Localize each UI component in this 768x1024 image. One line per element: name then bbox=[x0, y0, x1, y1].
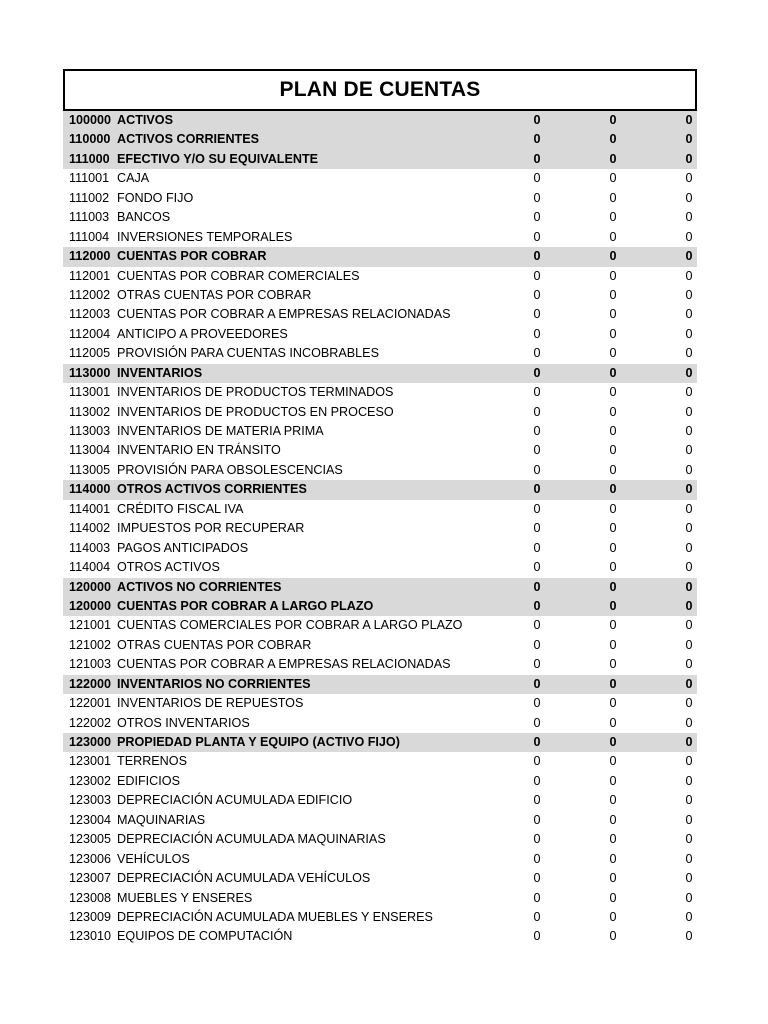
value-col-3: 0 bbox=[685, 909, 693, 924]
value-col-2: 0 bbox=[609, 793, 617, 808]
account-name: ANTICIPO A PROVEEDORES bbox=[117, 326, 288, 341]
account-row bbox=[63, 403, 697, 422]
account-code: 123002 bbox=[69, 773, 112, 788]
value-col-1: 0 bbox=[533, 346, 541, 361]
value-col-3: 0 bbox=[685, 832, 693, 847]
account-name: CUENTAS POR COBRAR bbox=[117, 249, 267, 264]
value-col-1: 0 bbox=[533, 657, 541, 672]
value-col-2: 0 bbox=[609, 598, 617, 613]
account-name: INVENTARIOS DE PRODUCTOS TERMINADOS bbox=[117, 385, 394, 400]
value-col-3: 0 bbox=[685, 346, 693, 361]
value-col-3: 0 bbox=[685, 443, 693, 458]
account-group-row bbox=[63, 247, 697, 266]
account-group-row bbox=[63, 578, 697, 597]
value-col-1: 0 bbox=[533, 307, 541, 322]
account-name: MUEBLES Y ENSERES bbox=[117, 890, 253, 905]
account-name: ACTIVOS CORRIENTES bbox=[117, 132, 260, 147]
account-group-row bbox=[63, 733, 697, 752]
value-col-3: 0 bbox=[685, 424, 693, 438]
value-col-3: 0 bbox=[685, 113, 693, 127]
account-code: 111000 bbox=[69, 151, 110, 166]
account-name: IMPUESTOS POR RECUPERAR bbox=[117, 521, 305, 536]
value-col-3: 0 bbox=[685, 618, 693, 633]
value-col-1: 0 bbox=[533, 871, 541, 886]
value-col-3: 0 bbox=[685, 171, 693, 186]
value-col-3: 0 bbox=[685, 812, 693, 827]
account-row bbox=[63, 908, 697, 927]
account-code: 112005 bbox=[69, 346, 111, 361]
value-col-2: 0 bbox=[609, 618, 617, 633]
value-col-2: 0 bbox=[609, 909, 617, 924]
account-row bbox=[63, 441, 697, 460]
account-name: FONDO FIJO bbox=[117, 190, 194, 205]
account-code: 113000 bbox=[69, 365, 111, 380]
account-row bbox=[63, 636, 697, 655]
value-col-3: 0 bbox=[685, 521, 693, 536]
account-row bbox=[63, 169, 697, 188]
account-code: 121001 bbox=[69, 618, 112, 633]
account-name: EDIFICIOS bbox=[117, 773, 180, 788]
account-code: 113005 bbox=[69, 462, 111, 477]
value-col-1: 0 bbox=[533, 812, 541, 827]
account-code: 123005 bbox=[69, 832, 112, 847]
account-code: 114004 bbox=[69, 560, 111, 575]
account-group-row bbox=[63, 111, 697, 130]
account-row bbox=[63, 228, 697, 247]
account-group-row bbox=[63, 597, 697, 616]
value-col-2: 0 bbox=[609, 871, 617, 886]
value-col-2: 0 bbox=[609, 676, 617, 691]
account-code: 123010 bbox=[69, 929, 112, 944]
account-code: 113002 bbox=[69, 404, 111, 419]
value-col-1: 0 bbox=[533, 540, 541, 555]
value-col-2: 0 bbox=[609, 521, 617, 536]
value-col-2: 0 bbox=[609, 832, 617, 847]
account-name: TERRENOS bbox=[117, 754, 187, 769]
value-col-2: 0 bbox=[609, 424, 617, 438]
account-name: OTROS INVENTARIOS bbox=[117, 715, 250, 730]
account-row bbox=[63, 558, 697, 577]
account-row bbox=[63, 305, 697, 324]
account-row bbox=[63, 655, 697, 674]
value-col-2: 0 bbox=[609, 890, 617, 905]
value-col-2: 0 bbox=[609, 773, 617, 788]
value-col-1: 0 bbox=[533, 851, 541, 866]
account-name: PROVISIÓN PARA CUENTAS INCOBRABLES bbox=[117, 346, 379, 361]
value-col-3: 0 bbox=[685, 890, 693, 905]
account-name: ACTIVOS NO CORRIENTES bbox=[117, 579, 282, 594]
value-col-1: 0 bbox=[533, 579, 541, 594]
account-name: DEPRECIACIÓN ACUMULADA VEHÍCULOS bbox=[117, 871, 371, 886]
account-code: 113003 bbox=[69, 424, 111, 438]
account-row bbox=[63, 208, 697, 227]
value-col-1: 0 bbox=[533, 715, 541, 730]
value-col-1: 0 bbox=[533, 929, 541, 944]
account-name: OTROS ACTIVOS bbox=[117, 560, 220, 575]
account-group-row bbox=[63, 480, 697, 499]
account-row bbox=[63, 189, 697, 208]
value-col-1: 0 bbox=[533, 560, 541, 575]
value-col-2: 0 bbox=[609, 579, 617, 594]
account-name: INVENTARIOS DE PRODUCTOS EN PROCESO bbox=[117, 404, 394, 419]
value-col-3: 0 bbox=[685, 210, 693, 225]
value-col-1: 0 bbox=[533, 521, 541, 536]
account-code: 110000 bbox=[69, 132, 111, 147]
value-col-1: 0 bbox=[533, 268, 541, 283]
value-col-1: 0 bbox=[533, 443, 541, 458]
account-name: PAGOS ANTICIPADOS bbox=[117, 540, 249, 555]
account-row bbox=[63, 422, 697, 441]
account-name: MAQUINARIAS bbox=[117, 812, 206, 827]
value-col-1: 0 bbox=[533, 404, 541, 419]
value-col-2: 0 bbox=[609, 210, 617, 225]
account-name: INVENTARIOS DE MATERIA PRIMA bbox=[117, 424, 324, 438]
value-col-3: 0 bbox=[685, 754, 693, 769]
account-row bbox=[63, 500, 697, 519]
value-col-3: 0 bbox=[685, 190, 693, 205]
account-code: 112002 bbox=[69, 287, 111, 302]
account-code: 123003 bbox=[69, 793, 112, 808]
account-code: 123007 bbox=[69, 871, 112, 886]
value-col-1: 0 bbox=[533, 501, 541, 516]
account-row bbox=[63, 383, 697, 402]
value-col-3: 0 bbox=[685, 482, 693, 497]
account-code: 121003 bbox=[69, 657, 112, 672]
value-col-1: 0 bbox=[533, 637, 541, 652]
value-col-3: 0 bbox=[685, 637, 693, 652]
value-col-2: 0 bbox=[609, 132, 617, 147]
account-name: CUENTAS COMERCIALES POR COBRAR A LARGO PLAZO bbox=[117, 618, 463, 633]
value-col-3: 0 bbox=[685, 365, 693, 380]
value-col-3: 0 bbox=[685, 385, 693, 400]
account-row bbox=[63, 811, 697, 830]
value-col-1: 0 bbox=[533, 171, 541, 186]
account-name: CAJA bbox=[117, 171, 150, 186]
account-code: 122000 bbox=[69, 676, 112, 691]
value-col-1: 0 bbox=[533, 773, 541, 788]
account-code: 114000 bbox=[69, 482, 111, 497]
value-col-2: 0 bbox=[609, 540, 617, 555]
account-name: CUENTAS POR COBRAR A EMPRESAS RELACIONADAS bbox=[117, 307, 451, 322]
account-name: OTROS ACTIVOS CORRIENTES bbox=[117, 482, 307, 497]
account-group-row bbox=[63, 150, 697, 169]
account-code: 123000 bbox=[69, 735, 112, 749]
account-code: 100000 bbox=[69, 113, 112, 127]
value-col-1: 0 bbox=[533, 365, 541, 380]
value-col-2: 0 bbox=[609, 190, 617, 205]
account-code: 112003 bbox=[69, 307, 111, 322]
value-col-2: 0 bbox=[609, 151, 617, 166]
account-name: INVENTARIOS NO CORRIENTES bbox=[117, 676, 311, 691]
value-col-2: 0 bbox=[609, 851, 617, 866]
account-code: 113004 bbox=[69, 443, 111, 458]
value-col-3: 0 bbox=[685, 132, 693, 147]
value-col-1: 0 bbox=[533, 676, 541, 691]
value-col-3: 0 bbox=[685, 249, 693, 264]
value-col-3: 0 bbox=[685, 929, 693, 944]
account-row bbox=[63, 869, 697, 888]
account-code: 123001 bbox=[69, 754, 112, 769]
value-col-1: 0 bbox=[533, 618, 541, 633]
account-code: 122002 bbox=[69, 715, 112, 730]
account-name: PROVISIÓN PARA OBSOLESCENCIAS bbox=[117, 462, 343, 477]
value-col-1: 0 bbox=[533, 287, 541, 302]
value-col-3: 0 bbox=[685, 404, 693, 419]
value-col-2: 0 bbox=[609, 404, 617, 419]
account-group-row bbox=[63, 364, 697, 383]
account-code: 120000 bbox=[69, 598, 112, 613]
value-col-1: 0 bbox=[533, 132, 541, 147]
account-name: BANCOS bbox=[117, 210, 171, 225]
account-name: ACTIVOS bbox=[117, 113, 173, 127]
account-name: CRÉDITO FISCAL IVA bbox=[117, 501, 244, 516]
value-col-1: 0 bbox=[533, 832, 541, 847]
account-code: 120000 bbox=[69, 579, 112, 594]
account-code: 122001 bbox=[69, 696, 112, 711]
value-col-2: 0 bbox=[609, 462, 617, 477]
account-row bbox=[63, 714, 697, 733]
value-col-2: 0 bbox=[609, 249, 617, 264]
value-col-1: 0 bbox=[533, 754, 541, 769]
account-row bbox=[63, 267, 697, 286]
value-col-2: 0 bbox=[609, 482, 617, 497]
value-col-3: 0 bbox=[685, 540, 693, 555]
account-name: DEPRECIACIÓN ACUMULADA MUEBLES Y ENSERES bbox=[117, 909, 433, 924]
value-col-1: 0 bbox=[533, 482, 541, 497]
account-group-row bbox=[63, 675, 697, 694]
value-col-1: 0 bbox=[533, 249, 541, 264]
value-col-3: 0 bbox=[685, 657, 693, 672]
value-col-2: 0 bbox=[609, 754, 617, 769]
value-col-2: 0 bbox=[609, 171, 617, 186]
account-row bbox=[63, 927, 697, 946]
value-col-2: 0 bbox=[609, 307, 617, 322]
account-row bbox=[63, 539, 697, 558]
account-name: INVENTARIOS DE REPUESTOS bbox=[117, 696, 304, 711]
value-col-2: 0 bbox=[609, 365, 617, 380]
account-code: 111001 bbox=[69, 171, 110, 186]
sheet-title: PLAN DE CUENTAS bbox=[63, 69, 697, 111]
value-col-2: 0 bbox=[609, 113, 617, 127]
value-col-1: 0 bbox=[533, 210, 541, 225]
value-col-2: 0 bbox=[609, 229, 617, 244]
value-col-1: 0 bbox=[533, 890, 541, 905]
account-name: PROPIEDAD PLANTA Y EQUIPO (ACTIVO FIJO) bbox=[117, 735, 400, 749]
account-row bbox=[63, 519, 697, 538]
value-col-3: 0 bbox=[685, 462, 693, 477]
account-code: 123006 bbox=[69, 851, 112, 866]
value-col-2: 0 bbox=[609, 637, 617, 652]
value-col-3: 0 bbox=[685, 229, 693, 244]
value-col-3: 0 bbox=[685, 735, 693, 749]
account-name: INVERSIONES TEMPORALES bbox=[117, 229, 293, 244]
value-col-2: 0 bbox=[609, 287, 617, 302]
account-name: VEHÍCULOS bbox=[117, 851, 190, 866]
chart-of-accounts-sheet bbox=[63, 69, 697, 947]
account-code: 112000 bbox=[69, 249, 111, 264]
value-col-3: 0 bbox=[685, 560, 693, 575]
value-col-3: 0 bbox=[685, 501, 693, 516]
account-row bbox=[63, 889, 697, 908]
value-col-1: 0 bbox=[533, 462, 541, 477]
value-col-3: 0 bbox=[685, 307, 693, 322]
value-col-2: 0 bbox=[609, 268, 617, 283]
account-row bbox=[63, 791, 697, 810]
account-code: 123008 bbox=[69, 890, 112, 905]
value-col-1: 0 bbox=[533, 190, 541, 205]
value-col-1: 0 bbox=[533, 696, 541, 711]
account-name: OTRAS CUENTAS POR COBRAR bbox=[117, 637, 312, 652]
value-col-1: 0 bbox=[533, 326, 541, 341]
value-col-2: 0 bbox=[609, 560, 617, 575]
account-name: EQUIPOS DE COMPUTACIÓN bbox=[117, 929, 293, 944]
account-name: CUENTAS POR COBRAR COMERCIALES bbox=[117, 268, 360, 283]
account-code: 114003 bbox=[69, 540, 111, 555]
value-col-3: 0 bbox=[685, 579, 693, 594]
account-code: 114001 bbox=[69, 501, 111, 516]
value-col-3: 0 bbox=[685, 598, 693, 613]
value-col-2: 0 bbox=[609, 326, 617, 341]
account-row bbox=[63, 694, 697, 713]
value-col-1: 0 bbox=[533, 909, 541, 924]
account-name: INVENTARIOS bbox=[117, 365, 203, 380]
value-col-1: 0 bbox=[533, 151, 541, 166]
account-row bbox=[63, 830, 697, 849]
account-row bbox=[63, 461, 697, 480]
value-col-2: 0 bbox=[609, 696, 617, 711]
account-code: 114002 bbox=[69, 521, 111, 536]
value-col-2: 0 bbox=[609, 735, 617, 749]
value-col-2: 0 bbox=[609, 346, 617, 361]
value-col-3: 0 bbox=[685, 793, 693, 808]
account-code: 123009 bbox=[69, 909, 112, 924]
value-col-2: 0 bbox=[609, 501, 617, 516]
account-group-row bbox=[63, 130, 697, 149]
account-row bbox=[63, 344, 697, 363]
value-col-2: 0 bbox=[609, 657, 617, 672]
account-name: CUENTAS POR COBRAR A LARGO PLAZO bbox=[117, 598, 374, 613]
account-code: 112004 bbox=[69, 326, 111, 341]
account-code: 123004 bbox=[69, 812, 112, 827]
account-row bbox=[63, 616, 697, 635]
value-col-3: 0 bbox=[685, 676, 693, 691]
value-col-1: 0 bbox=[533, 735, 541, 749]
value-col-2: 0 bbox=[609, 812, 617, 827]
account-row bbox=[63, 772, 697, 791]
value-col-3: 0 bbox=[685, 715, 693, 730]
value-col-2: 0 bbox=[609, 443, 617, 458]
value-col-3: 0 bbox=[685, 696, 693, 711]
account-code: 112001 bbox=[69, 268, 111, 283]
value-col-2: 0 bbox=[609, 929, 617, 944]
account-name: DEPRECIACIÓN ACUMULADA EDIFICIO bbox=[117, 793, 353, 808]
value-col-3: 0 bbox=[685, 851, 693, 866]
value-col-3: 0 bbox=[685, 326, 693, 341]
account-row bbox=[63, 325, 697, 344]
account-name: OTRAS CUENTAS POR COBRAR bbox=[117, 287, 312, 302]
value-col-1: 0 bbox=[533, 424, 541, 438]
value-col-2: 0 bbox=[609, 715, 617, 730]
account-code: 113001 bbox=[69, 385, 111, 400]
value-col-3: 0 bbox=[685, 268, 693, 283]
account-row bbox=[63, 850, 697, 869]
accounts-table bbox=[63, 111, 697, 947]
value-col-1: 0 bbox=[533, 229, 541, 244]
value-col-3: 0 bbox=[685, 151, 693, 166]
account-code: 111004 bbox=[69, 229, 110, 244]
value-col-3: 0 bbox=[685, 871, 693, 886]
account-name: DEPRECIACIÓN ACUMULADA MAQUINARIAS bbox=[117, 832, 386, 847]
account-name: CUENTAS POR COBRAR A EMPRESAS RELACIONADAS bbox=[117, 657, 451, 672]
account-name: EFECTIVO Y/O SU EQUIVALENTE bbox=[117, 151, 319, 166]
value-col-3: 0 bbox=[685, 773, 693, 788]
value-col-1: 0 bbox=[533, 113, 541, 127]
account-code: 121002 bbox=[69, 637, 112, 652]
account-name: INVENTARIO EN TRÁNSITO bbox=[117, 443, 281, 458]
value-col-3: 0 bbox=[685, 287, 693, 302]
value-col-1: 0 bbox=[533, 385, 541, 400]
account-code: 111003 bbox=[69, 210, 110, 225]
account-row bbox=[63, 286, 697, 305]
value-col-2: 0 bbox=[609, 385, 617, 400]
account-code: 111002 bbox=[69, 190, 110, 205]
account-row bbox=[63, 752, 697, 771]
value-col-1: 0 bbox=[533, 793, 541, 808]
value-col-1: 0 bbox=[533, 598, 541, 613]
